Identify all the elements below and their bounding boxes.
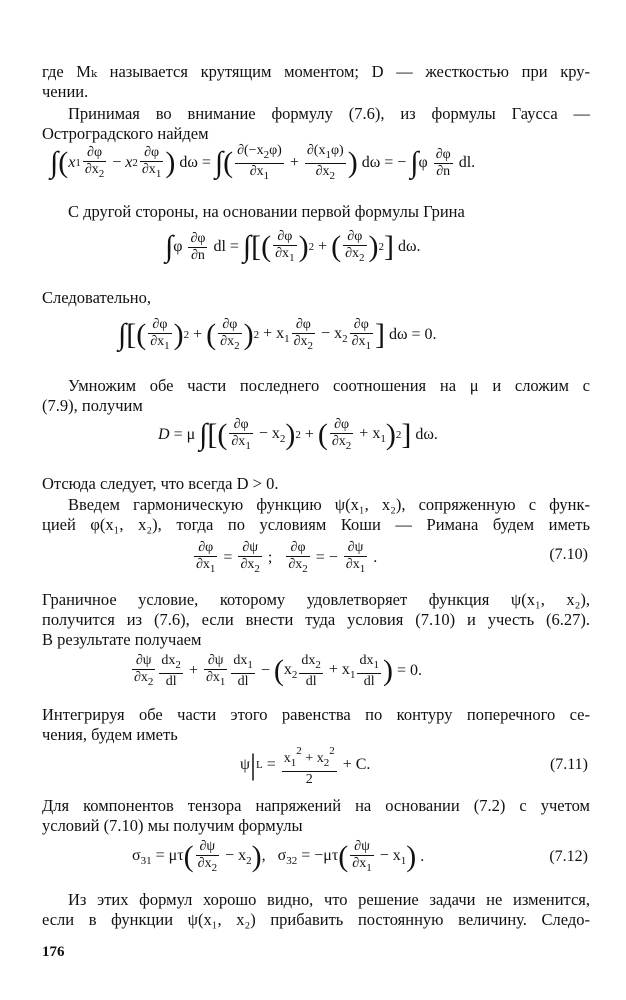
equation-psi-contour: ψ | L = $\frac{x_1^2 + x_2^2}{2}$ + C. [240, 744, 371, 787]
paragraph-line: Из этих формул хорошо видно, что решение задачи не изменится, [68, 890, 590, 909]
paragraph-line: если в функции ψ(x₁, x₂) прибавить постоянную величину. Следо- [42, 910, 590, 929]
page-number: 176 [42, 944, 65, 960]
equation-combined: ∫ [ ( $\frac{\partial\varphi}{\partial x_1}$ ) 2 + ( $\frac{\partial\varphi}{\partial x_2}$ ) 2 + $x_1$ $\frac{\partial\varphi}{\partial x_2}$ − $x_2$ $\frac{\partial\varphi}{\partial x_1}$ ] dω = 0. [118, 316, 437, 352]
paragraph-line: чении. [42, 82, 89, 101]
paragraph-line: где Mₖ называется крутящим моментом; D — жесткостью при кру- [42, 62, 590, 81]
paragraph-line: Умножим обе части последнего соотношения на μ и сложим с [68, 376, 590, 395]
equation-green: ∫ φ $\frac{\partial\varphi}{\partial n}$ dl = ∫ [ ( $\frac{\partial\varphi}{\partial x_1}$ ) 2 + ( $\frac{\partial\varphi}{\partial x_2}$ ) 2 ] dω. [165, 228, 421, 264]
paragraph-line: цией φ(x₁, x₂), тогда по условиям Коши — Римана будем иметь [42, 515, 590, 534]
paragraph-line: В результате получаем [42, 630, 202, 649]
paragraph-line: условий (7.10) мы получим формулы [42, 816, 303, 835]
equation-number: (7.11) [549, 756, 588, 773]
paragraph-line: Граничное условие, которому удовлетворяет функция ψ(x₁, x₂), [42, 590, 590, 609]
paragraph-line: Для компонентов тензора напряжений на основании (7.2) с учетом [42, 796, 590, 815]
paragraph-line: получится из (7.6), если внести туда условия (7.10) и учесть (6.27). [42, 610, 590, 629]
paragraph-line: Следовательно, [42, 288, 151, 307]
equation-stresses: $\sigma_{31} = \mu\tau$ ( $\frac{\partial\psi}{\partial x_2}$ − $x_2$ ) , $\sigma_{32} = -\mu\tau$ ( $\frac{\partial\psi}{\partial x_1}$ − $x_1$ ) . [132, 838, 425, 874]
paragraph-line: Отсюда следует, что всегда D > 0. [42, 474, 279, 493]
equation-cauchy-riemann: $\frac{\partial\varphi}{\partial x_1}$ = $\frac{\partial\psi}{\partial x_2}$ ; $\frac{\partial\varphi}{\partial x_2}$ = − $\frac{\partial\psi}{\partial x_1}$ . [196, 539, 378, 575]
paragraph-line: (7.9), получим [42, 396, 143, 415]
equation-number: (7.10) [549, 546, 588, 563]
paragraph-line: чения, будем иметь [42, 725, 178, 744]
paragraph-line: С другой стороны, на основании первой формулы Грина [68, 202, 465, 221]
equation-torsion-rigidity: D = μ ∫ [ ( $\frac{\partial\varphi}{\partial x_1}$ − $x_2$ ) 2 + ( $\frac{\partial\varphi}{\partial x_2}$ + $x_1$ ) 2 ] dω. [158, 416, 438, 452]
equation-gauss: ∫ ( x 1 $\frac{\partial\varphi}{\partial x_2}$ − x 2 $\frac{\partial\varphi}{\partial x_1}$ ) dω = ∫ ( $\frac{\partial(-x_2\varphi)}{\partial x_1}$ + $\frac{\partial(x_1\varphi)}{\partial x_2}$ ) dω = − ∫ φ $\frac{\partial\varphi}{\partial n}$ dl. [50, 142, 476, 182]
paragraph-line: Интегрируя обе части этого равенства по контуру поперечного се- [42, 705, 590, 724]
paragraph-line: Введем гармоническую функцию ψ(x₁, x₂), сопряженную с функ- [68, 495, 590, 514]
paragraph-line: Остроградского найдем [42, 124, 209, 143]
equation-boundary: $\frac{\partial\psi}{\partial x_2}$ $\frac{dx_2}{dl}$ + $\frac{\partial\psi}{\partial x_1}$ $\frac{dx_1}{dl}$ − ( $x_2$ $\frac{dx_2}{dl}$ + $x_1$ $\frac{dx_1}{dl}$ ) = 0. [134, 652, 422, 689]
equation-number: (7.12) [549, 848, 588, 865]
paragraph-line: Принимая во внимание формулу (7.6), из формулы Гаусса — [68, 104, 590, 123]
